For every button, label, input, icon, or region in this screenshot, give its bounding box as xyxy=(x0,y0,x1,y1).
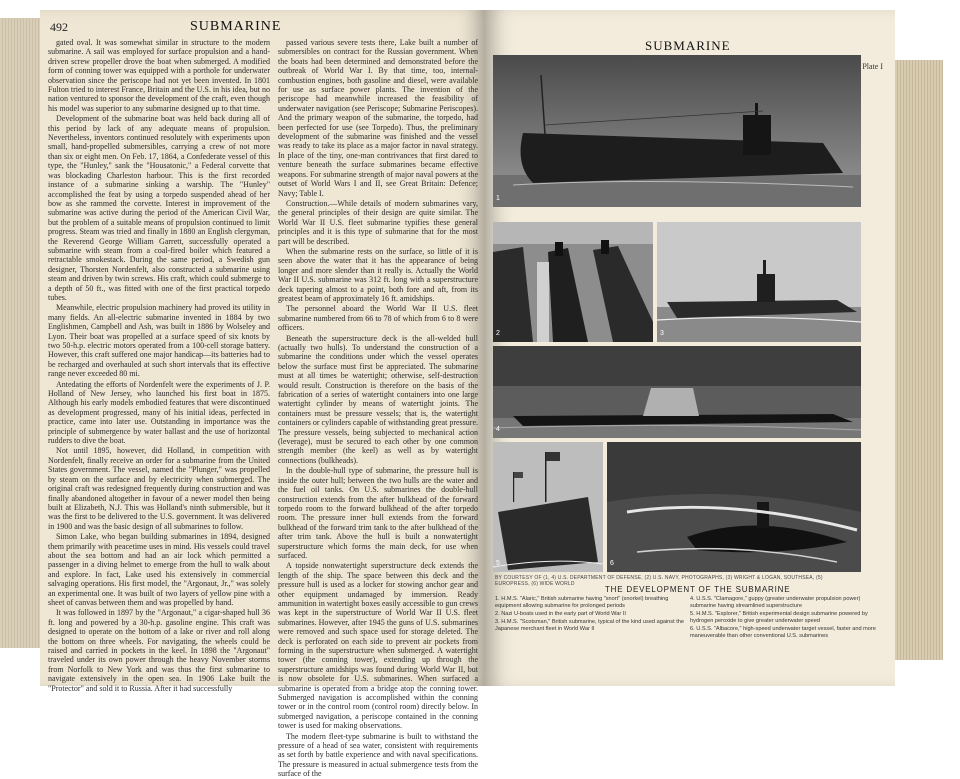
paragraph: Development of the submarine boat was held back during all of this period by lack of any adequate means of propulsion. Nevertheless, inventors continued resolutely with experiments upon small, hand-propelled submersibles, carrying a crew of not more than six or eight men. On Feb. 17, 1864, a Confederate vessel of this type, the "Hunley," sank the "Housatonic," a Federal corvette that was blockading Charleston harbour. This is the first recorded instance of a submarine sinking a warship. The "Hunley" accomplished the feat by using a torpedo suspended ahead of her bow as she rammed the corvette. Interest in improvement of the submarine was active during the period of the American Civil War, but the problem of a suitable means of propulsion continued to limit progress. Steam was tried and finally in 1880 an English clergyman, the Reverend George William Garrett, successfully operated a submarine with steam from a coal-fired boiler which featured a retractable smokestack. During the same period, a Swedish gun designer, Thorsten Nordenfelt, also constructed a submarine using steam and driven by twin screws. His craft, which could submerge to a depth of 50 ft., was fitted with one of the first practical torpedo tubes. xyxy=(48,114,270,302)
paragraph: passed various severe tests there, Lake built a number of submersibles on contract for the Russian government. When the boats had been determined and demonstrated before the outbreak of World War I. By that time, too, internal-combustion engines, both gasoline and diesel, were available for use as surface power plants. The invention of the periscope had meanwhile increased the feasibility of underwater navigation (see Periscope; Submarine Periscopes). And the primary weapon of the submarine, the torpedo, had been perfected for use (see Torpedo). Thus, the preliminary development of the submarine was finished and the vessel was ready to take its place as a major factor in naval strategy. In place of the tiny, one-man contrivances that first dared to venture beneath the surface submarines became effective weapons. For submarine strength of major naval powers at the outset of World Wars I and II, see Great Britain: Defence; Navy; Table I. xyxy=(278,38,478,198)
caption: 5. H.M.S. "Explorer," British experimental design submarine powered by hydrogen peroxide to give greater underwater speed xyxy=(690,611,868,624)
left-page xyxy=(40,10,485,779)
right-page-edge xyxy=(895,60,943,660)
paragraph: The modern fleet-type submarine is built to withstand the pressure of a head of sea water, consistent with requirements as set forth by battle experience and with naval specifications. The pressure is measured in actual submergence tests from the surface of the xyxy=(278,731,479,779)
photo-explorer-image xyxy=(493,442,603,572)
captions-left xyxy=(495,596,685,634)
paragraph: Construction.—While details of modern submarines vary, the general principles of their design are quite similar. The World War II U.S. fleet submarine typifies these general principles and it is this type of submarine that for the most part will be described. xyxy=(278,198,478,246)
paragraph: Antedating the efforts of Nordenfelt were the experiments of J. P. Holland of New Jersey, who launched his first boat in 1875. Although his early models embodied features that were discontinued as development progressed, many of his initial ideas, perfected in practice, came into later use. Outstanding in importance was the principle of submergence by water ballast and the use of horizontal rudders to dive the boat. xyxy=(48,379,270,446)
photo-number: 2 xyxy=(496,330,500,337)
paragraph: It was followed in 1897 by the "Argonaut," a cigar-shaped hull 36 ft. long and powered by a 30-h.p. gasoline engine. This craft was designed to operate on the bottom of a lake or river and roll along the bottom on three wheels. For navigating, the wheels could be raised and carried in pockets in the keel. In 1898 the "Argonaut" traveled under its own power through the heavy November storms from Norfolk to New York and was thus the first submarine to navigate extensively in the open sea. In 1906 Lake built the "Protector" and sold it to Russia. After it had successfully xyxy=(48,608,270,693)
right-running-head: SUBMARINE xyxy=(645,38,731,53)
plate-label: Plate I xyxy=(862,62,883,71)
photo-albacore-image xyxy=(607,442,861,572)
paragraph: Simon Lake, who began building submarines in 1894, designed them primarily with peacetime uses in mind. His vessels could travel about the sea bottom and had an air lock which permitted a passenger in a diving helmet to emerge from the hull to walk about and explore. In fact, Lake used his extensively in commercial salvaging operations. His first model, the "Argonaut, Jr.," was solely an experimental one. It was built of two layers of yellow pine with a sheet of canvas between them and was propelled by hand. xyxy=(48,532,270,607)
caption: 1. H.M.S. "Alaric," British submarine having "snort" (snorkel) breathing equipment allowing submarine for prolonged periods xyxy=(495,596,669,609)
photo-uboats-image xyxy=(493,222,653,342)
paragraph: Meanwhile, electric propulsion machinery had proved its utility in many fields. An all-electric submarine invented in 1884 by two Englishmen, Campbell and Ash, was built in 1886 by Wolseley and Lyon. Their boat was propelled at a surface speed of six knots by two 50-h.p. electric motors operated from a 100-cell storage battery. However, this craft suffered one major handicap—its batteries had to be recharged and overhauled at such short intervals that its effective range never exceeded 80 mi. xyxy=(48,303,270,379)
paragraph: Beneath the superstructure deck is the all-welded hull (actually two hulls). To understand the construction of a submarine the conditions under which the vessel operates below the surface must first be appreciated. The submarine must at all times be watertight; otherwise, self-destruction would result. Construction is therefore on the basis of the fabrication of a series of watertight containers into one large watertight cylinder by means of watertight joints. The containers must be pressure vessels; that is, the watertight containers or cylinders capable of withstanding great pressure. The pressure vessels, being subjected to mechanical action (leverage), must be secured to each other by one common strength member (the keel) as well as by watertight connections (bulkheads). xyxy=(278,333,478,465)
left-page-edge xyxy=(0,18,40,648)
photo-number: 3 xyxy=(660,330,664,337)
paragraph: Not until 1895, however, did Holland, in competition with Nordenfelt, finally receive an order for a submarine from the United States government. The vessel, named the "Plunger," was propelled by steam on the surface and by electricity when submerged. The original craft was redesigned frequently during construction and was finally abandoned altogether in favour of a newer model then being built at Elizabeth, N.J. This was Holland's ninth submersible, but it was the first to be delivered to the U.S. government. It was delivered in 1900 and was the basic design of all submarines to follow. xyxy=(48,446,270,531)
left-running-head: SUBMARINE xyxy=(190,19,282,34)
photo-clamagore xyxy=(493,346,861,438)
paragraph: When the submarine rests on the surface, so little of it is seen above the water that it has the appearance of being longer and more slender than it really is. Actually the World War II U.S. submarine was 312 ft. long with a superstructure deck tapering almost to a point, both fore and aft, from its greatest beam of approximately 16 ft. amidships. xyxy=(278,246,478,303)
photo-clamagore-image xyxy=(493,346,861,438)
paragraph: In the double-hull type of submarine, the pressure hull is inside the outer hull; between the two hulls are the water and the fuel oil tanks. On U.S. submarines the double-hull construction extends from the after bulkhead of the forward torpedo room to the forward bulkhead of the after torpedo room. The pressure inner hull extends from the forward bulkhead of the forward trim tank to the after bulkhead of the after trim tank. Above the hull is built a nonwatertight superstructure which forms the main deck, for use when surfaced. xyxy=(278,466,478,560)
photo-number: 6 xyxy=(610,560,614,567)
photo-alaric xyxy=(493,55,861,207)
photo-albacore xyxy=(607,442,861,572)
page-number: 492 xyxy=(50,20,68,34)
left-text-column-2 xyxy=(278,38,479,779)
paragraph: A topside nonwatertight superstructure deck extends the length of the ship. The space between this deck and the pressure hull is used as a locker for stowing anchor gear and other equipment undamaged by immersion. Ready ammunition in watertight boxes easily accessible to gun crews was kept in the superstructure of World War II U.S. fleet submarines. However, after 1945 the guns of U.S. submarines were removed and such space used for storage deleted. The deck is perforated on each side to prevent air pockets from forming in the superstructure when submerged. A watertight tower (the conning tower), extending up through the superstructure amidships was found during World War II, but is now obsolete for U.S. submarines. When surfaced a submarine is operated from a bridge atop the conning tower. Submerged navigation is accomplished within the conning tower or in the control room (control room) directly below. In submerged navigation, a periscope contained in the conning tower is used for making observations. xyxy=(278,561,478,731)
left-text-column-1 xyxy=(48,38,270,693)
photo-scotsman-image xyxy=(657,222,861,342)
photo-scotsman xyxy=(657,222,861,342)
photo-number: 4 xyxy=(496,426,500,433)
plate-caption-title: THE DEVELOPMENT OF THE SUBMARINE xyxy=(605,585,791,594)
caption: 6. U.S.S. "Albacore," high-speed underwater target vessel, faster and more maneuverable than other conventional U.S. submarines xyxy=(690,626,876,639)
captions-right xyxy=(690,596,885,641)
caption: 4. U.S.S. "Clamagore," guppy (greater underwater propulsion power) submarine having streamlined superstructure xyxy=(690,596,861,609)
paragraph: gated oval. It was somewhat similar in structure to the modern submarine. A sail was employed for surface propulsion and a hand-driven screw propeller drove the boat when submerged. A modified form of conning tower was equipped with a porthole for underwater observation since the periscope had not yet been invented. In 1801 Fulton tried to interest France, Britain and the U.S. in his idea, but no nation ventured to sponsor the development of the craft, even though his model was superior to any submarine designed up to that time. xyxy=(48,38,270,113)
paragraph: The personnel aboard the World War II U.S. fleet submarine numbered from 66 to 78 of which from 6 to 8 were officers. xyxy=(278,304,478,333)
caption: 2. Nazi U-boats used in the early part of World War II xyxy=(495,611,626,617)
right-page xyxy=(485,10,895,686)
caption: 3. H.M.S. "Scotsman," British submarine, typical of the kind used against the Japanese merchant fleet in World War II xyxy=(495,619,684,632)
photo-alaric-image xyxy=(493,55,861,207)
photo-explorer xyxy=(493,442,603,572)
photo-uboats xyxy=(493,222,653,342)
photo-credit-line: BY COURTESY OF (1, 4) U.S. DEPARTMENT OF DEFENSE, (2) U.S. NAVY, PHOTOGRAPHS, (3) WRIGHT & LOGAN, SOUTHSEA, (5) EUROPRESS, (6) WIDE WORLD xyxy=(495,575,823,587)
photo-number: 1 xyxy=(496,195,500,202)
photo-number: 5 xyxy=(496,560,500,567)
